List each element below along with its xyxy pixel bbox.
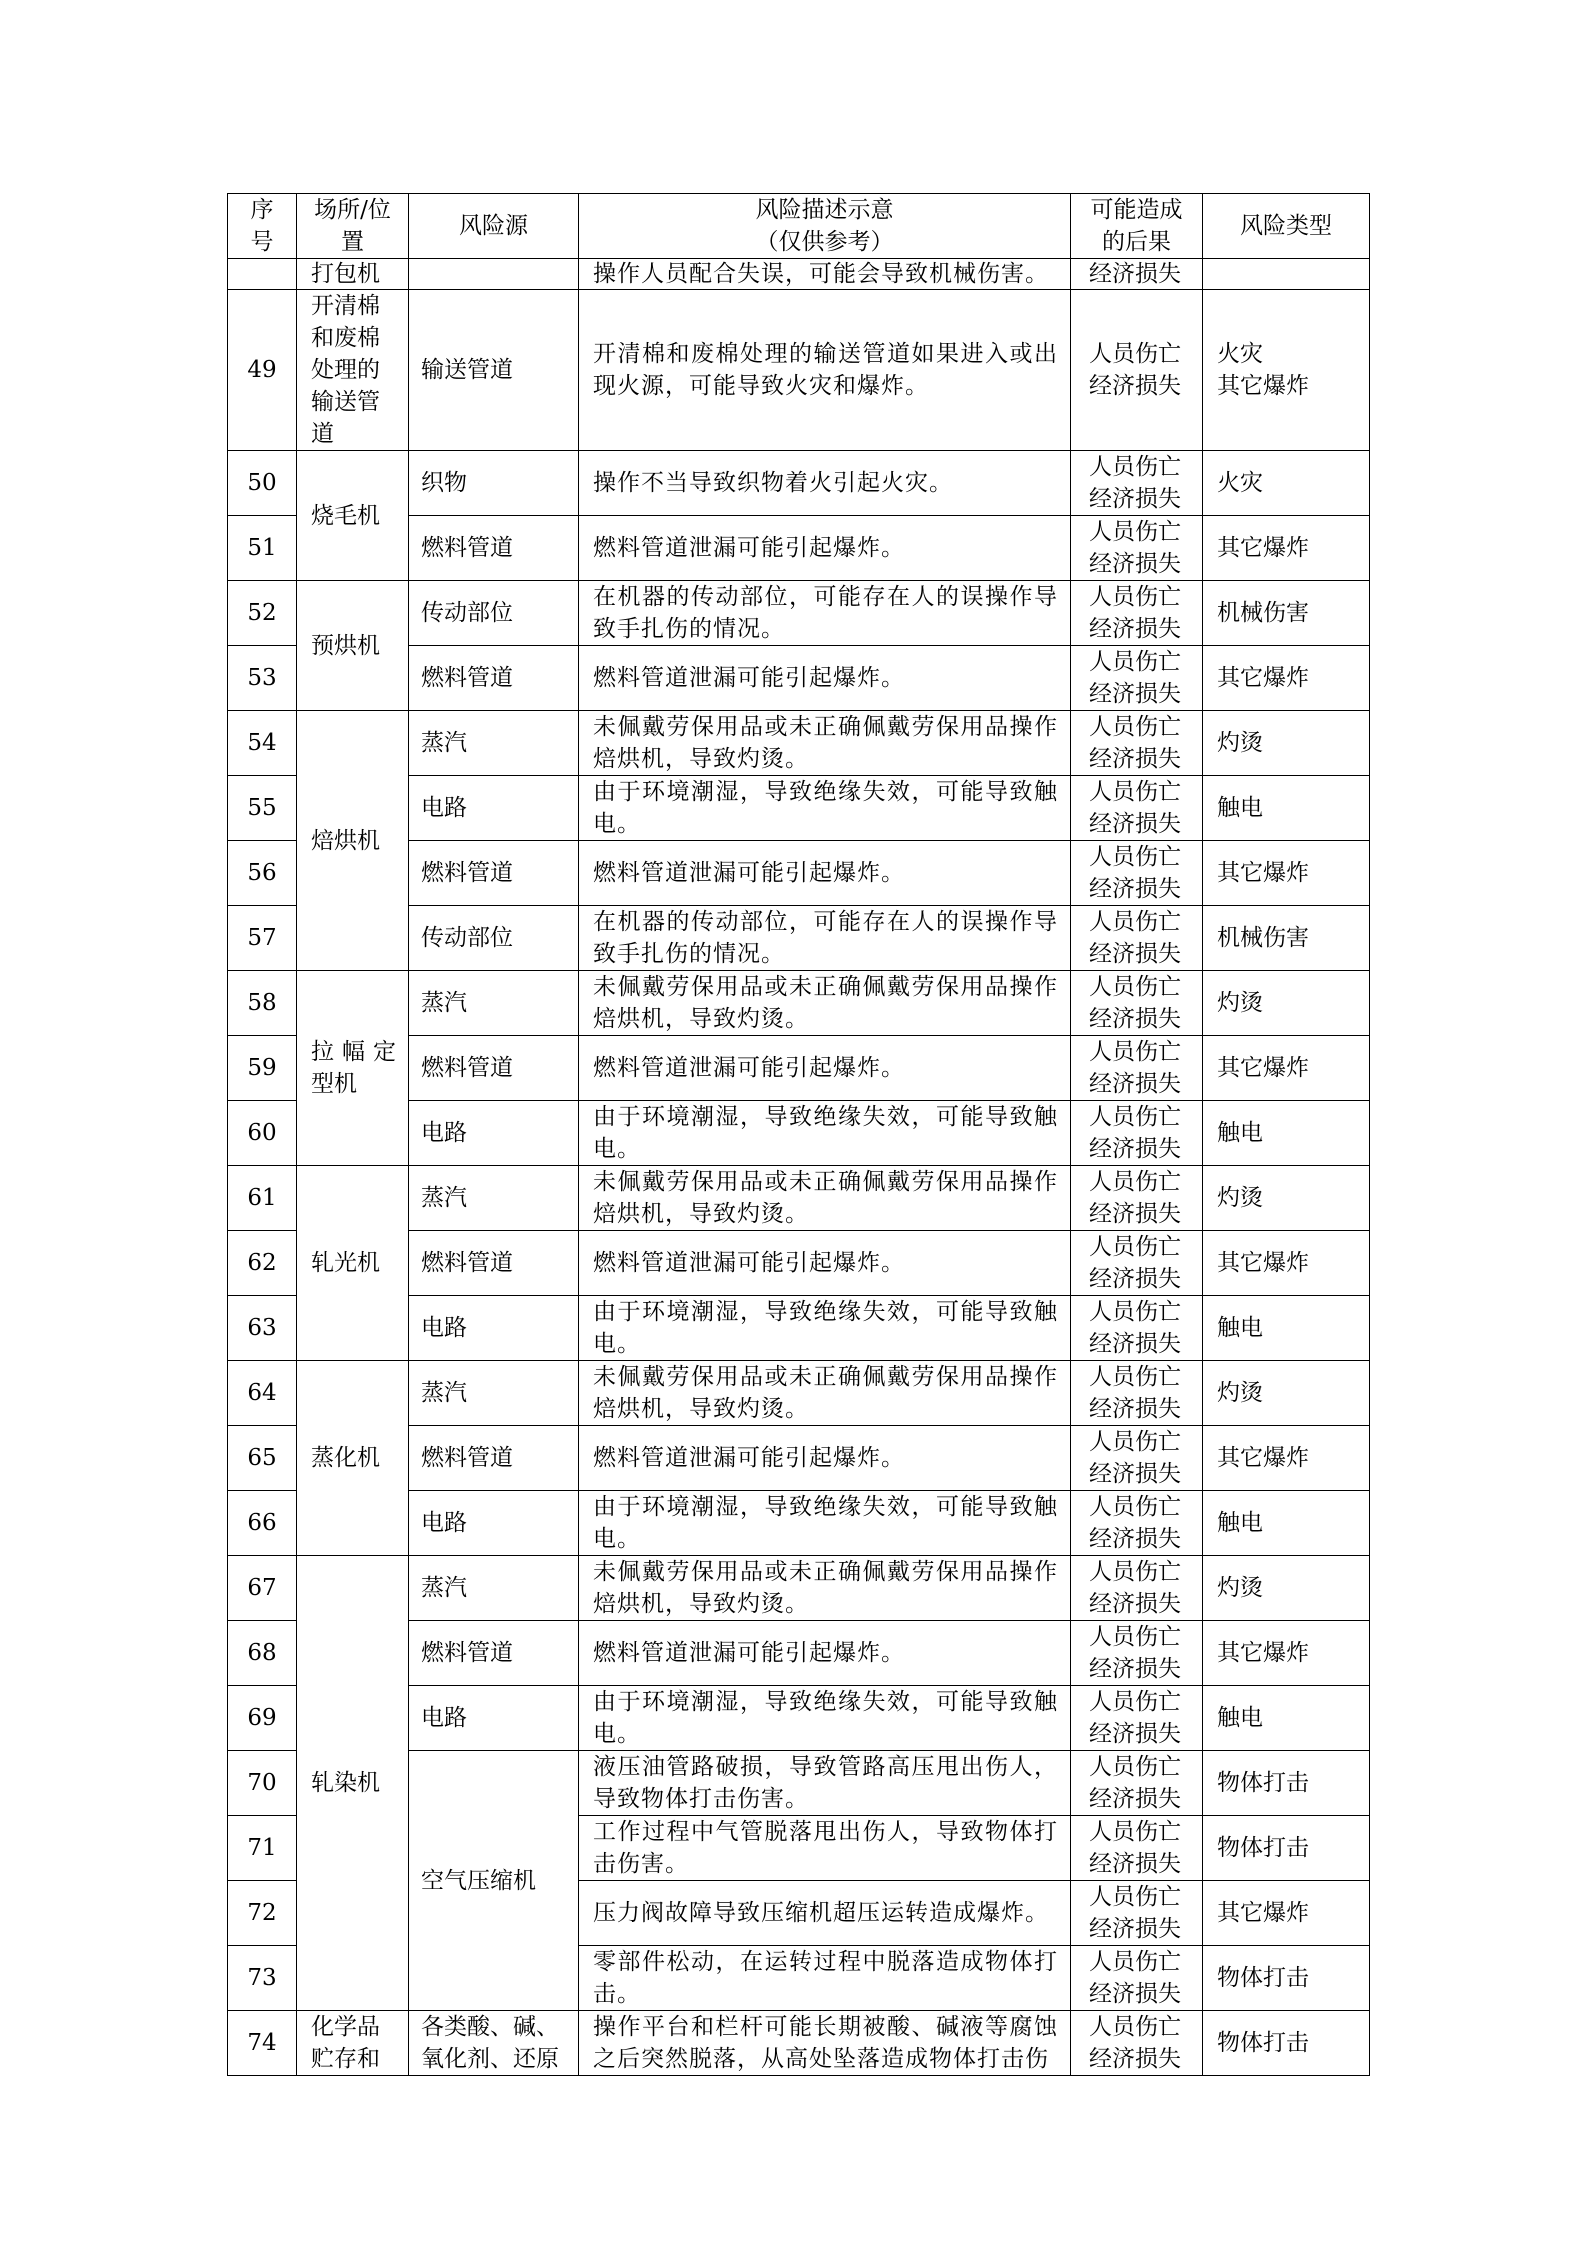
idx-cell: 56 bbox=[228, 841, 297, 906]
description-cell: 由于环境潮湿，导致绝缘失效，可能导致触电。 bbox=[579, 1491, 1071, 1556]
table-row bbox=[228, 290, 1370, 451]
consequence-cell: 人员伤亡 经济损失 bbox=[1071, 1361, 1203, 1426]
source-cell bbox=[409, 259, 579, 290]
consequence-cell: 人员伤亡 经济损失 bbox=[1071, 290, 1203, 451]
type-cell: 其它爆炸 bbox=[1203, 516, 1370, 581]
description-cell: 未佩戴劳保用品或未正确佩戴劳保用品操作焙烘机，导致灼烫。 bbox=[579, 1556, 1071, 1621]
consequence-cell: 人员伤亡 经济损失 bbox=[1071, 971, 1203, 1036]
source-cell: 蒸汽 bbox=[409, 971, 579, 1036]
type-cell: 触电 bbox=[1203, 1101, 1370, 1166]
consequence-cell: 人员伤亡 经济损失 bbox=[1071, 1556, 1203, 1621]
description-cell: 未佩戴劳保用品或未正确佩戴劳保用品操作焙烘机，导致灼烫。 bbox=[579, 1166, 1071, 1231]
description-cell: 开清棉和废棉处理的输送管道如果进入或出现火源，可能导致火灾和爆炸。 bbox=[579, 290, 1071, 451]
idx-cell: 55 bbox=[228, 776, 297, 841]
consequence-cell: 人员伤亡 经济损失 bbox=[1071, 581, 1203, 646]
location-cell: 轧染机 bbox=[297, 1556, 409, 2011]
description-cell: 在机器的传动部位，可能存在人的误操作导致手扎伤的情况。 bbox=[579, 906, 1071, 971]
table-row bbox=[228, 1361, 1370, 1426]
idx-cell: 74 bbox=[228, 2011, 297, 2076]
type-cell: 触电 bbox=[1203, 1491, 1370, 1556]
location-cell: 烧毛机 bbox=[297, 451, 409, 581]
type-cell: 灼烫 bbox=[1203, 971, 1370, 1036]
idx-cell: 53 bbox=[228, 646, 297, 711]
source-cell: 传动部位 bbox=[409, 906, 579, 971]
consequence-cell: 经济损失 bbox=[1071, 259, 1203, 290]
idx-cell: 73 bbox=[228, 1946, 297, 2011]
source-cell: 电路 bbox=[409, 1296, 579, 1361]
description-cell: 压力阀故障导致压缩机超压运转造成爆炸。 bbox=[579, 1881, 1071, 1946]
source-cell: 燃料管道 bbox=[409, 516, 579, 581]
consequence-cell: 人员伤亡 经济损失 bbox=[1071, 1036, 1203, 1101]
risk-table-container bbox=[227, 193, 1369, 2076]
consequence-cell: 人员伤亡 经济损失 bbox=[1071, 1881, 1203, 1946]
header-row bbox=[228, 194, 1370, 259]
idx-cell: 62 bbox=[228, 1231, 297, 1296]
type-cell: 机械伤害 bbox=[1203, 581, 1370, 646]
consequence-cell: 人员伤亡 经济损失 bbox=[1071, 516, 1203, 581]
idx-cell: 70 bbox=[228, 1751, 297, 1816]
consequence-cell: 人员伤亡 经济损失 bbox=[1071, 776, 1203, 841]
type-cell: 灼烫 bbox=[1203, 1556, 1370, 1621]
consequence-cell: 人员伤亡 经济损失 bbox=[1071, 1426, 1203, 1491]
type-cell: 其它爆炸 bbox=[1203, 646, 1370, 711]
idx-cell: 67 bbox=[228, 1556, 297, 1621]
consequence-cell: 人员伤亡 经济损失 bbox=[1071, 1296, 1203, 1361]
description-cell: 由于环境潮湿，导致绝缘失效，可能导致触电。 bbox=[579, 1686, 1071, 1751]
source-cell: 电路 bbox=[409, 1101, 579, 1166]
description-text: 操作平台和栏杆可能长期被酸、碱液等腐蚀之后突然脱落，从高处坠落造成物体打击伤 bbox=[593, 2014, 1058, 2072]
type-cell: 火灾 bbox=[1203, 451, 1370, 516]
type-cell: 机械伤害 bbox=[1203, 906, 1370, 971]
source-cell: 燃料管道 bbox=[409, 1231, 579, 1296]
idx-cell: 50 bbox=[228, 451, 297, 516]
source-cell: 燃料管道 bbox=[409, 841, 579, 906]
consequence-cell: 人员伤亡 经济损失 bbox=[1071, 1166, 1203, 1231]
idx-cell: 59 bbox=[228, 1036, 297, 1101]
type-cell: 其它爆炸 bbox=[1203, 1426, 1370, 1491]
consequence-cell: 人员伤亡 经济损失 bbox=[1071, 1491, 1203, 1556]
type-cell: 灼烫 bbox=[1203, 1361, 1370, 1426]
location-cell: 焙烘机 bbox=[297, 711, 409, 971]
idx-cell: 51 bbox=[228, 516, 297, 581]
description-cell: 零部件松动，在运转过程中脱落造成物体打击。 bbox=[579, 1946, 1071, 2011]
consequence-cell: 人员伤亡 经济损失 bbox=[1071, 1751, 1203, 1816]
table-row bbox=[228, 971, 1370, 1036]
source-cell: 织物 bbox=[409, 451, 579, 516]
idx-cell: 57 bbox=[228, 906, 297, 971]
consequence-cell: 人员伤亡 经济损失 bbox=[1071, 451, 1203, 516]
type-cell: 其它爆炸 bbox=[1203, 1621, 1370, 1686]
location-cell: 打包机 bbox=[297, 259, 409, 290]
table-row bbox=[228, 1556, 1370, 1621]
idx-cell: 65 bbox=[228, 1426, 297, 1491]
idx-cell: 69 bbox=[228, 1686, 297, 1751]
table-row bbox=[228, 711, 1370, 776]
idx-cell: 72 bbox=[228, 1881, 297, 1946]
description-cell: 燃料管道泄漏可能引起爆炸。 bbox=[579, 516, 1071, 581]
idx-cell: 66 bbox=[228, 1491, 297, 1556]
header-consequence: 可能造成 的后果 bbox=[1071, 194, 1203, 259]
source-cell: 各类酸、碱、 氧化剂、还原 bbox=[409, 2011, 579, 2076]
header-idx: 序 号 bbox=[228, 194, 297, 259]
type-cell: 灼烫 bbox=[1203, 1166, 1370, 1231]
description-cell: 由于环境潮湿，导致绝缘失效，可能导致触电。 bbox=[579, 1101, 1071, 1166]
idx-cell: 61 bbox=[228, 1166, 297, 1231]
type-cell: 物体打击 bbox=[1203, 1946, 1370, 2011]
consequence-cell: 人员伤亡 经济损失 bbox=[1071, 1686, 1203, 1751]
table-row bbox=[228, 581, 1370, 646]
source-cell: 传动部位 bbox=[409, 581, 579, 646]
source-cell: 燃料管道 bbox=[409, 646, 579, 711]
idx-cell: 54 bbox=[228, 711, 297, 776]
type-cell bbox=[1203, 259, 1370, 290]
consequence-cell: 人员伤亡 经济损失 bbox=[1071, 711, 1203, 776]
source-cell: 电路 bbox=[409, 1491, 579, 1556]
description-cell: 燃料管道泄漏可能引起爆炸。 bbox=[579, 841, 1071, 906]
description-cell: 燃料管道泄漏可能引起爆炸。 bbox=[579, 1036, 1071, 1101]
consequence-cell: 人员伤亡 经济损失 bbox=[1071, 1946, 1203, 2011]
type-cell: 触电 bbox=[1203, 1296, 1370, 1361]
idx-cell: 64 bbox=[228, 1361, 297, 1426]
table-row bbox=[228, 1166, 1370, 1231]
description-cell: 液压油管路破损，导致管路高压甩出伤人，导致物体打击伤害。 bbox=[579, 1751, 1071, 1816]
location-cell: 轧光机 bbox=[297, 1166, 409, 1361]
source-cell: 燃料管道 bbox=[409, 1621, 579, 1686]
location-cell: 蒸化机 bbox=[297, 1361, 409, 1556]
description-cell: 燃料管道泄漏可能引起爆炸。 bbox=[579, 1231, 1071, 1296]
table-row bbox=[228, 2011, 1370, 2076]
description-cell: 未佩戴劳保用品或未正确佩戴劳保用品操作焙烘机，导致灼烫。 bbox=[579, 1361, 1071, 1426]
header-type: 风险类型 bbox=[1203, 194, 1370, 259]
consequence-cell: 人员伤亡 经济损失 bbox=[1071, 1621, 1203, 1686]
type-cell: 其它爆炸 bbox=[1203, 841, 1370, 906]
consequence-cell: 人员伤亡 经济损失 bbox=[1071, 1816, 1203, 1881]
type-cell: 触电 bbox=[1203, 1686, 1370, 1751]
header-source: 风险源 bbox=[409, 194, 579, 259]
consequence-cell: 人员伤亡 经济损失 bbox=[1071, 1101, 1203, 1166]
description-cell: 操作人员配合失误，可能会导致机械伤害。 bbox=[579, 259, 1071, 290]
description-cell: 在机器的传动部位，可能存在人的误操作导致手扎伤的情况。 bbox=[579, 581, 1071, 646]
description-cell bbox=[579, 2011, 1071, 2076]
consequence-cell: 人员伤亡 经济损失 bbox=[1071, 646, 1203, 711]
type-cell: 物体打击 bbox=[1203, 2011, 1370, 2076]
header-location: 场所/位 置 bbox=[297, 194, 409, 259]
idx-cell: 60 bbox=[228, 1101, 297, 1166]
table-row bbox=[228, 451, 1370, 516]
consequence-cell: 人员伤亡 经济损失 bbox=[1071, 2011, 1203, 2076]
source-cell: 燃料管道 bbox=[409, 1036, 579, 1101]
source-cell: 燃料管道 bbox=[409, 1426, 579, 1491]
location-cell: 化学品 贮存和 bbox=[297, 2011, 409, 2076]
location-cell: 拉幅定型机 bbox=[297, 971, 409, 1166]
type-cell: 火灾 其它爆炸 bbox=[1203, 290, 1370, 451]
type-cell: 物体打击 bbox=[1203, 1816, 1370, 1881]
idx-cell: 71 bbox=[228, 1816, 297, 1881]
table-row bbox=[228, 259, 1370, 290]
idx-cell bbox=[228, 259, 297, 290]
description-cell: 由于环境潮湿，导致绝缘失效，可能导致触电。 bbox=[579, 1296, 1071, 1361]
source-cell: 蒸汽 bbox=[409, 1556, 579, 1621]
description-cell: 未佩戴劳保用品或未正确佩戴劳保用品操作焙烘机，导致灼烫。 bbox=[579, 971, 1071, 1036]
source-cell: 输送管道 bbox=[409, 290, 579, 451]
location-cell: 开清棉 和废棉 处理的 输送管 道 bbox=[297, 290, 409, 451]
description-cell: 燃料管道泄漏可能引起爆炸。 bbox=[579, 1621, 1071, 1686]
description-cell: 由于环境潮湿，导致绝缘失效，可能导致触电。 bbox=[579, 776, 1071, 841]
consequence-cell: 人员伤亡 经济损失 bbox=[1071, 906, 1203, 971]
risk-table bbox=[227, 193, 1370, 2076]
source-cell: 蒸汽 bbox=[409, 1166, 579, 1231]
consequence-cell: 人员伤亡 经济损失 bbox=[1071, 1231, 1203, 1296]
description-cell: 燃料管道泄漏可能引起爆炸。 bbox=[579, 646, 1071, 711]
idx-cell: 49 bbox=[228, 290, 297, 451]
description-cell: 未佩戴劳保用品或未正确佩戴劳保用品操作焙烘机，导致灼烫。 bbox=[579, 711, 1071, 776]
description-cell: 操作不当导致织物着火引起火灾。 bbox=[579, 451, 1071, 516]
type-cell: 物体打击 bbox=[1203, 1751, 1370, 1816]
header-description: 风险描述示意 （仅供参考） bbox=[579, 194, 1071, 259]
description-cell: 燃料管道泄漏可能引起爆炸。 bbox=[579, 1426, 1071, 1491]
type-cell: 其它爆炸 bbox=[1203, 1036, 1370, 1101]
location-cell: 预烘机 bbox=[297, 581, 409, 711]
type-cell: 其它爆炸 bbox=[1203, 1881, 1370, 1946]
type-cell: 触电 bbox=[1203, 776, 1370, 841]
type-cell: 其它爆炸 bbox=[1203, 1231, 1370, 1296]
source-cell: 蒸汽 bbox=[409, 1361, 579, 1426]
idx-cell: 58 bbox=[228, 971, 297, 1036]
description-cell: 工作过程中气管脱落甩出伤人，导致物体打击伤害。 bbox=[579, 1816, 1071, 1881]
idx-cell: 68 bbox=[228, 1621, 297, 1686]
idx-cell: 63 bbox=[228, 1296, 297, 1361]
idx-cell: 52 bbox=[228, 581, 297, 646]
consequence-cell: 人员伤亡 经济损失 bbox=[1071, 841, 1203, 906]
source-cell: 电路 bbox=[409, 1686, 579, 1751]
source-cell: 蒸汽 bbox=[409, 711, 579, 776]
type-cell: 灼烫 bbox=[1203, 711, 1370, 776]
source-cell: 电路 bbox=[409, 776, 579, 841]
source-cell: 空气压缩机 bbox=[409, 1751, 579, 2011]
